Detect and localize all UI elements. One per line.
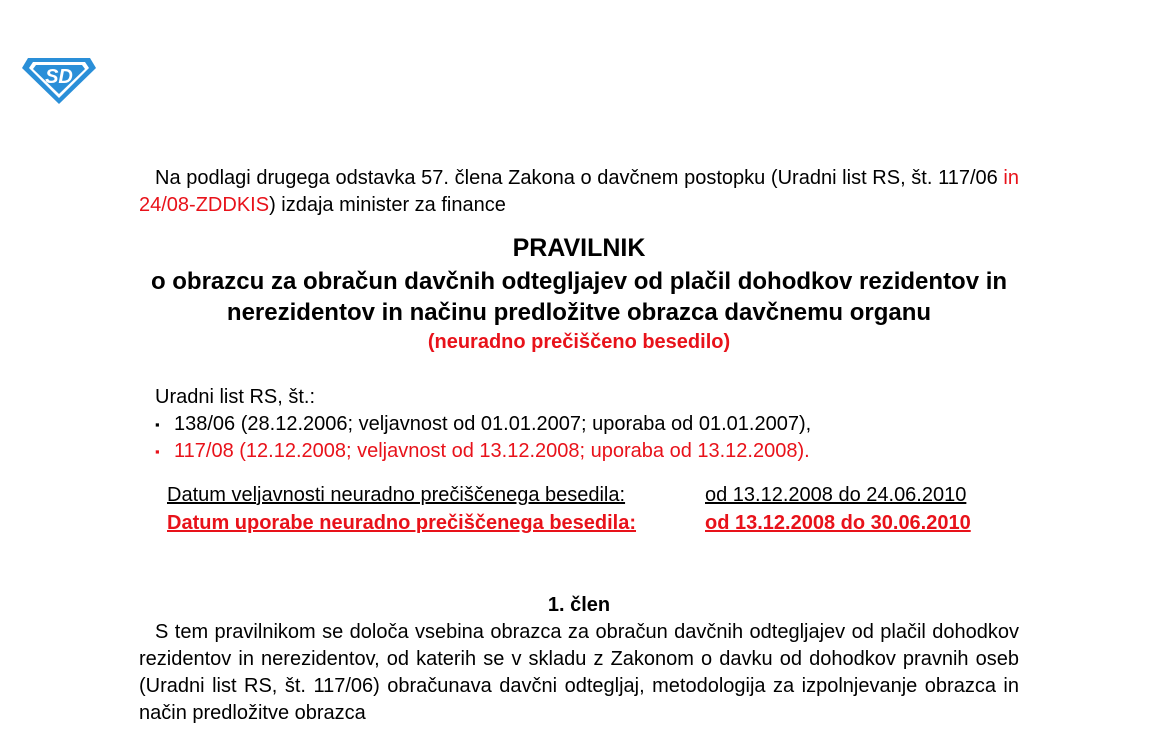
- application-row: [167, 509, 1019, 537]
- title-main: PRAVILNIK: [512, 234, 646, 262]
- gazette-list: [155, 411, 1019, 465]
- application-value: od 13.12.2008 do 30.06.2010: [705, 512, 971, 534]
- article-1-text: S tem pravilnikom se določa vsebina obrazca za obračun davčnih odtegljajev od plačil dohodkov rezidentov in nerezidentov, od katerih se v skladu z Zakonom o davku od dohodkov pravnih oseb (Uradni list RS, št. 117/06) obračunava davčni odtegljaj, metodologija za izpolnjevanje obrazca in način predložitve obrazca: [139, 621, 1019, 724]
- intro-amendment: in 24/08-ZDDKIS: [139, 167, 1019, 216]
- intro-text-part1: Na podlagi drugega odstavka 57. člena Zakona o davčnem postopku (Uradni list RS, št. 117/06: [155, 167, 1004, 189]
- logo-monogram: SD: [45, 66, 73, 88]
- title-note: (neuradno prečiščeno besedilo): [427, 331, 731, 353]
- validity-value: od 13.12.2008 do 24.06.2010: [705, 484, 967, 506]
- bullet-icon: ▪: [155, 417, 160, 432]
- gazette-heading: Uradni list RS, št.:: [155, 386, 316, 408]
- dates-block: [167, 481, 1019, 537]
- validity-row: [167, 481, 1019, 509]
- intro-paragraph: [139, 165, 1019, 219]
- validity-label: Datum veljavnosti neuradno prečiščenega besedila:: [167, 484, 626, 506]
- logo: [22, 50, 96, 104]
- gazette-references: [139, 384, 1019, 465]
- document-title: [139, 233, 1019, 356]
- gazette-item-text: 138/06 (28.12.2006; veljavnost od 01.01.2007; uporaba od 01.01.2007),: [174, 413, 812, 435]
- intro-text-part2: ) izdaja minister za finance: [269, 194, 506, 216]
- article-1-title: 1. člen: [547, 594, 611, 616]
- gazette-item: [155, 411, 1019, 438]
- title-subtitle: o obrazcu za obračun davčnih odtegljajev od plačil dohodkov rezidentov in nerezidentov in načinu predložitve obrazca davčnemu organu: [150, 268, 1008, 326]
- gazette-item: [155, 438, 1019, 465]
- application-label: Datum uporabe neuradno prečiščenega besedila:: [167, 512, 637, 534]
- gazette-item-text: 117/08 (12.12.2008; veljavnost od 13.12.2008; uporaba od 13.12.2008).: [174, 440, 810, 462]
- document-page: [139, 165, 1019, 727]
- bullet-icon: ▪: [155, 444, 160, 459]
